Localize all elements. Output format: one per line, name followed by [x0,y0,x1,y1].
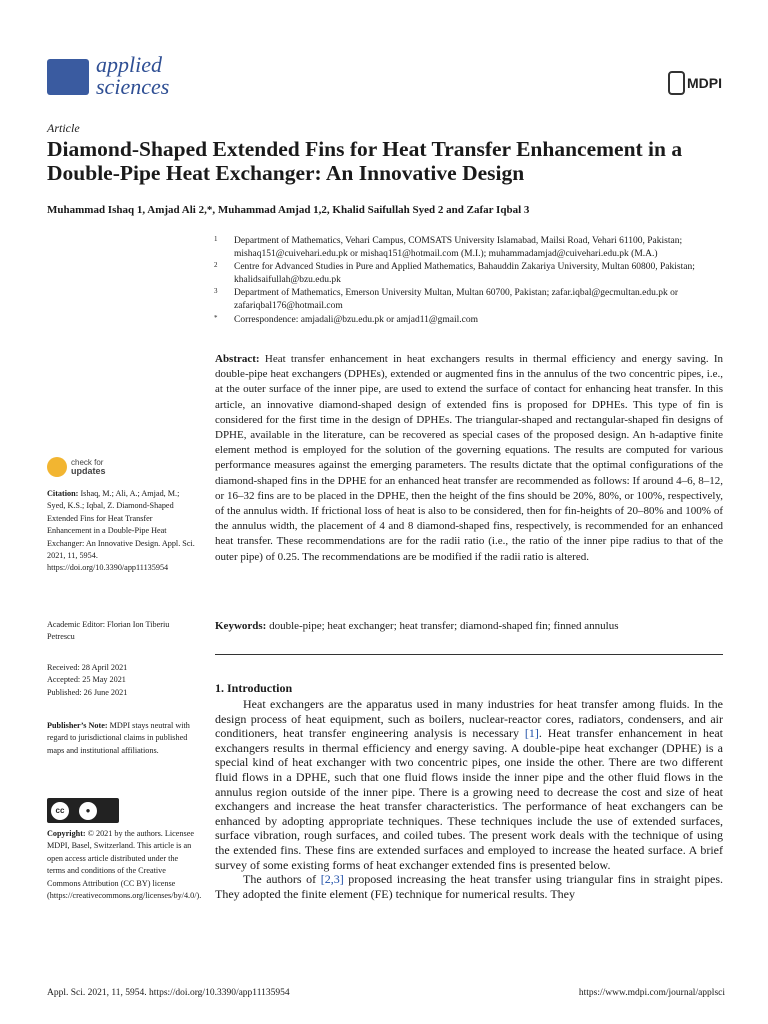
keywords: Keywords: double-pipe; heat exchanger; heat transfer; diamond-shaped fin; finned annulus [215,620,619,632]
affiliation-item: 1 Department of Mathematics, Vehari Campus, COMSATS University Islamabad, Mailsi Road, Vehari 61100, Pakistan; mishaq151@cuivehari.edu.pk or mishaq151@hotmail.com (M.I.); muhammadamjad@cuivehari.edu.pk (M.A.) [214,235,683,260]
abstract: Abstract: Heat transfer enhancement in heat exchangers results in thermal efficiency and energy saving. In double-pipe heat exchangers (DPHEs), extended or augmented fins in the annulus of the two concentric pipes, i.e., at the outer surface of the inner pipe, are used to extend the surface of contact for enhancing heat transfer. In this article, an innovative diamond-shaped design of extended fins is proposed for DPHEs. This type of fin is considered for the first time in the design of DPHEs. The triangular-shaped and rectangular-shaped fin designs of DPHE, available in the literature, can be recovered as special cases of the proposed design. An h-adaptive finite element method is employed for the solution of the governing equations. The results are computed for various performance measures against the emerging parameters. The results dictate that the optimal configurations of the diamond-shaped fins in the DPHE for an enhanced heat transfer are recommended as follows: If around 4–6, 8–12, or 16–32 fins are to be placed in the DPHE, then the height of the fins should be 20%, 80%, or 100%, respectively, of the annulus width. If frictional loss of heat is also to be considered, then for fin-heights of 20–80% and 100% of the annulus width, the placement of 4 and 8 diamond-shaped fins, respectively, is recommended for an enhanced heat transfer. These recommendations are for the radii ratio (i.e., the ratio of the inner pipe radius to that of the outer pipe) of 0.25. The recommendations are be modified if the radii ratio is altered. [215,353,724,563]
publisher-note: Publisher’s Note: MDPI stays neutral with regard to jurisdictional claims in published maps and institutional affiliations. [47,721,190,755]
citation-link[interactable]: [2,3] [320,872,344,887]
body-text [215,697,723,901]
paragraph: The authors of [2,3] proposed increasing the heat transfer using triangular fins in straight pipes. They adopted the finite element (FE) technique for numerical results. They [215,872,723,901]
cc-license-badge[interactable] [47,798,119,823]
section-heading: 1. Introduction [215,681,293,695]
cc-icon: cc [51,802,69,820]
footer-url[interactable]: https://www.mdpi.com/journal/applsci [578,988,725,998]
citation-block: Citation: Ishaq, M.; Ali, A.; Amjad, M.; Syed, K.S.; Iqbal, Z. Diamond-Shaped Extended Fins for Heat Transfer Enhancement in a Double-Pipe Heat Exchanger: An Innovative Design. Appl. Sci. 2021, 11, 5954. https://doi.org/10.3390/app11135954 [47,489,195,573]
affiliation-item: 2 Centre for Advanced Studies in Pure and Applied Mathematics, Bahauddin Zakariya University, Multan 60800, Pakistan; khalidsaifullah@bzu.edu.pk [214,261,695,286]
dates: Received: 28 April 2021 Accepted: 25 May 2021 Published: 26 June 2021 [47,663,128,697]
publisher-logo: MDPI [668,70,722,96]
journal-logo-icon [47,59,89,95]
mdpi-mark-icon [668,71,685,95]
author-list: Muhammad Ishaq 1, Amjad Ali 2,*, Muhammad Amjad 1,2, Khalid Saifullah Syed 2 and Zafar Iqbal 3 [47,204,530,216]
journal-name: applied sciences [96,52,170,99]
affiliation-item: 3 Department of Mathematics, Emerson University Multan, Multan 60700, Pakistan; zafar.iqbal@gecmultan.edu.pk or zafariqbal176@hotmail.com [214,287,679,312]
paragraph: Heat exchangers are the apparatus used in many industries for heat transfer among fluids. In the design process of heat equipment, such as boilers, nuclear-reactor cores, radiators, condensers, and air conditioners, heat transfer engineering analysis is necessary [1]. Heat transfer enhancement in heat exchangers results in thermal efficiency and energy saving. A double-pipe heat exchanger (DPHE) is a special kind of heat exchanger with two concentric pipes, one inside the other. There are two different fluid flows in a DPHE, such that one fluid flows inside the inner pipe and the other fluid flows in the annulus region outside of the inner pipe. There is a growing need to decrease the cost and size of heat exchangers and increase the heat transfer characteristics. The performance of heat exchangers can be enhanced by adopting appropriate techniques. These techniques include the use of extended surfaces, surface vibration, rough surfaces, and coiled tubes. The present work deals with the technique of using the extended fins. These fins are extended surfaces and employed to increase the heated surface. A brief survey of some existing forms of heat exchanger extended fins is presented below. [215,697,723,872]
footer-citation: Appl. Sci. 2021, 11, 5954. https://doi.org/10.3390/app11135954 [47,988,290,998]
section-divider [215,654,723,655]
academic-editor: Academic Editor: Florian Ion Tiberiu Petrescu [47,620,170,642]
page-title: Diamond-Shaped Extended Fins for Heat Transfer Enhancement in a Double-Pipe Heat Exchanger: An Innovative Design [47,137,683,185]
check-updates-button[interactable]: check for updates [47,457,106,477]
article-type: Article [47,121,80,135]
affiliations [214,235,729,327]
check-updates-icon [47,457,67,477]
citation-link[interactable]: [1] [524,726,539,741]
correspondence: * Correspondence: amjadali@bzu.edu.pk or amjad11@gmail.com [214,313,479,325]
attribution-icon: ● [79,802,97,820]
copyright-block: Copyright: © 2021 by the authors. Licensee MDPI, Basel, Switzerland. This article is an open access article distributed under the terms and conditions of the Creative Commons Attribution (CC BY) license (https://creativecommons.org/licenses/by/4.0/). [47,829,202,901]
